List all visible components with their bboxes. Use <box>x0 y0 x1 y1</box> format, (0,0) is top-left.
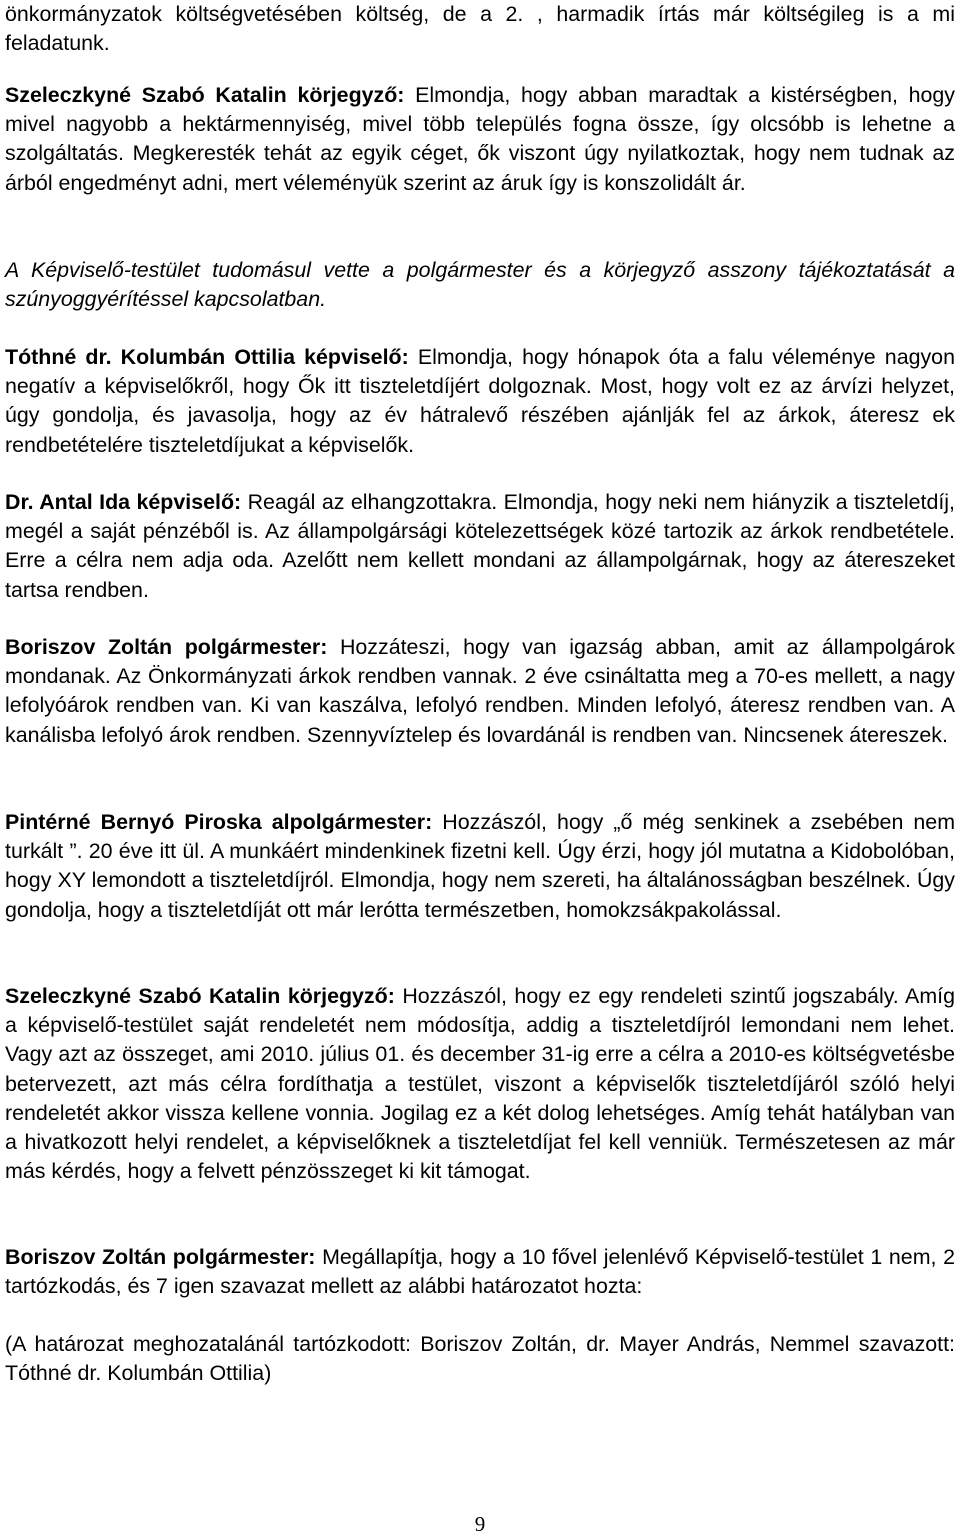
paragraph-resolution-note <box>5 256 955 314</box>
paragraph-text: Hozzászól, hogy ez egy rendeleti szintű jogszabály. Amíg a képviselő-testület saját rendeletét nem módosítja, addig a tiszteletdíjról lemondani nem lehet. Vagy azt az összeget, ami 2010. július 01. és december 31-ig erre a célra a 2010-es költségvetésbe betervezett, azt más célra fordíthatja a testület, viszont a képviselők tiszteletdíjáról szóló helyi rendeletét akkor vissza kellene vonnia. Jogilag ez a két dolog lehetséges. Amíg tehát hatályban van a hivatkozott helyi rendelet, a képviselőknek a tiszteletdíjat fel kell venniük. Természetesen az már más kérdés, hogy a felvett pénzösszeget ki kit támogat. <box>5 984 955 1184</box>
paragraph-text: Hozzászól, hogy „ő még senkinek a zsebében nem turkált ”. 20 éve itt ül. A munkáért mindenkinek fizetni kell. Úgy érzi, hogy jól mutatna a Kidobolóban, hogy XY lemondott a tiszteletdíjról. Elmondja, hogy nem szereti, ha általánosságban beszélnek. Úgy gondolja, hogy a tiszteletdíját ott már lerótta természetben, homokzsákpakolással. <box>5 810 956 922</box>
speaker-name: Szeleczkyné Szabó Katalin körjegyző: <box>5 984 395 1008</box>
paragraph-boriszov-1 <box>5 633 955 750</box>
speaker-name: Dr. Antal Ida képviselő: <box>5 490 242 514</box>
speaker-name: Boriszov Zoltán polgármester: <box>5 635 328 659</box>
speaker-name: Tóthné dr. Kolumbán Ottilia képviselő: <box>5 345 409 369</box>
page-number: 9 <box>474 1512 486 1536</box>
paragraph-kornyegyzo-1 <box>5 81 955 198</box>
paragraph-text: (A határozat meghozatalánál tartózkodott: Boriszov Zoltán, dr. Mayer András, Nemmel szavazott: Tóthné dr. Kolumbán Ottilia) <box>5 1332 955 1386</box>
paragraph-pinterne <box>5 808 955 925</box>
paragraph-text: A Képviselő-testület tudomásul vette a polgármester és a körjegyző asszony tájékoztatását a szúnyoggyérítéssel kapcsolatban. <box>5 258 955 312</box>
paragraph-text: Reagál az elhangzottakra. Elmondja, hogy neki nem hiányzik a tiszteletdíj, megél a saját pénzéből is. Az állampolgársági kötelezettségek közé tartozik az árkok rendbetétele. Erre a célra nem adja oda. Azelőtt nem kellett mondani az állampolgárnak, hogy az átereszeket tartsa rendben. <box>5 490 955 602</box>
paragraph-boriszov-2 <box>5 1243 955 1301</box>
paragraph-antal <box>5 488 955 605</box>
paragraph-vote-note <box>5 1330 955 1388</box>
paragraph-text: Elmondja, hogy abban maradtak a kistérségben, hogy mivel nagyobb a hektármennyiség, mivel több település fogna össze, így olcsóbb is lehetne a szolgáltatás. Megkeresték tehát az egyik céget, ők viszont úgy nyilatkoztak, hogy nem tudnak az árból engedményt adni, mert véleményük szerint az áruk így is konszolidált ár. <box>5 83 955 195</box>
paragraph-text: önkormányzatok költségvetésében költség, de a 2. , harmadik írtás már költségileg is a mi feladatunk. <box>5 2 955 56</box>
speaker-name: Szeleczkyné Szabó Katalin körjegyző: <box>5 83 405 107</box>
paragraph-text: Megállapítja, hogy a 10 fővel jelenlévő Képviselő-testület 1 nem, 2 tartózkodás, és 7 igen szavazat mellett az alábbi határozatot hozta: <box>5 1245 955 1299</box>
paragraph-text: Hozzáteszi, hogy van igazság abban, amit az állampolgárok mondanak. Az Önkormányzati árkok rendben vannak. 2 éve csináltatta meg a 70-es mellett, a nagy lefolyóárok rendben van. Ki van kaszálva, lefolyó rendben. Minden lefolyó, áteresz rendben van. A kanálisba lefolyó árok rendben. Szennyvíztelep és lovardánál is rendben van. Nincsenek átereszek. <box>5 635 955 747</box>
paragraph-intro-continuation <box>5 0 955 58</box>
paragraph-kornyegyzo-2 <box>5 982 955 1186</box>
paragraph-text: Elmondja, hogy hónapok óta a falu véleménye nagyon negatív a képviselőkről, hogy Ők itt tiszteletdíjért dolgoznak. Most, hogy volt ez az árvízi helyzet, úgy gondolja, és javasolja, hogy az év hátralevő részében ajánlják fel az árkok, áteresz ek rendbetételére tiszteletdíjukat a képviselők. <box>5 345 955 457</box>
speaker-name: Boriszov Zoltán polgármester: <box>5 1245 316 1269</box>
paragraph-tothne <box>5 343 955 460</box>
speaker-name: Pintérné Bernyó Piroska alpolgármester: <box>5 810 433 834</box>
